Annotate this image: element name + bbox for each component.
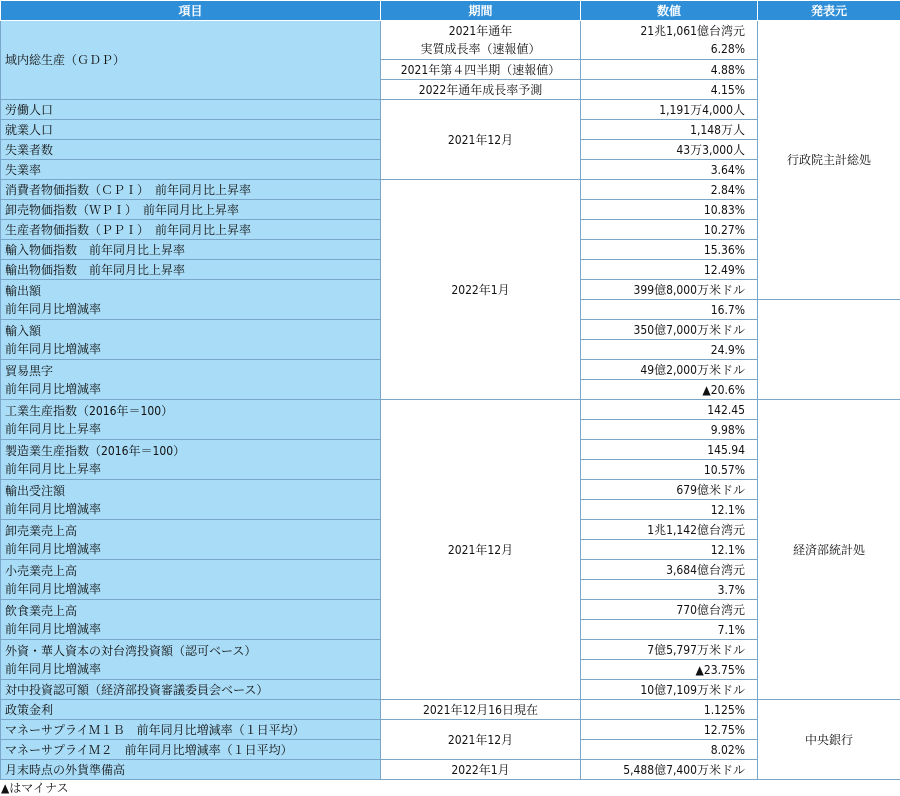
trade-value: ▲20.6% [581,380,758,400]
price-item: 生産者物価指数（ＰＰＩ） 前年同月比上昇率 [1,220,381,240]
labor-item: 労働人口 [1,100,381,120]
header-value: 数値 [581,1,758,21]
trade-value: 399億8,000万米ドル [581,280,758,300]
table-row [1,21,900,60]
econ-value: 10.57% [581,460,758,480]
price-value: 10.83% [581,200,758,220]
econ-value: 12.1% [581,500,758,520]
price-item: 消費者物価指数（ＣＰＩ） 前年同月比上昇率 [1,180,381,200]
price-item: 輸出物価指数 前年同月比上昇率 [1,260,381,280]
econ-period: 2021年12月 [381,400,581,700]
m2-item: マネーサプライＭ２ 前年同月比増減率（１日平均） [1,740,381,760]
econ-item: 製造業生産指数（2016年＝100） 前年同月比上昇率 [1,440,381,480]
econ-value: 9.98% [581,420,758,440]
econ-value: 145.94 [581,440,758,460]
fx-reserve-period: 2022年1月 [381,760,581,780]
footnote: ▲はマイナス [0,780,900,796]
labor-value: 43万3,000人 [581,140,758,160]
table-row [1,400,900,420]
trade-value: 49億2,000万米ドル [581,360,758,380]
gdp-period-forecast: 2022年通年成長率予測 [381,80,581,100]
econ-item: 卸売業売上高 前年同月比増減率 [1,520,381,560]
money-supply-period: 2021年12月 [381,720,581,760]
econ-value: 3,684億台湾元 [581,560,758,580]
gdp-value-q4: 4.88% [581,60,758,80]
table-row [1,700,900,720]
labor-item: 失業者数 [1,140,381,160]
econ-value: 1兆1,142億台湾元 [581,520,758,540]
econ-item: 輸出受注額 前年同月比増減率 [1,480,381,520]
trade-item: 輸出額 前年同月比増減率 [1,280,381,320]
econ-value-china: 10億7,109万米ドル [581,680,758,700]
gdp-value-forecast: 4.15% [581,80,758,100]
header-row [1,1,900,21]
policy-rate-item: 政策金利 [1,700,381,720]
policy-rate-period: 2021年12月16日現在 [381,700,581,720]
price-item: 輸入物価指数 前年同月比上昇率 [1,240,381,260]
price-value: 15.36% [581,240,758,260]
header-publisher: 発表元 [758,1,900,21]
gdp-period-annual: 2021年通年 実質成長率（速報値） [381,21,581,60]
labor-item: 失業率 [1,160,381,180]
econ-value: 7.1% [581,620,758,640]
m2-value: 8.02% [581,740,758,760]
labor-value: 3.64% [581,160,758,180]
econ-value: 3.7% [581,580,758,600]
trade-value: 24.9% [581,340,758,360]
gdp-period-q4: 2021年第４四半期（速報値） [381,60,581,80]
econ-value: ▲23.75% [581,660,758,680]
econ-item: 飲食業売上高 前年同月比増減率 [1,600,381,640]
price-value: 12.49% [581,260,758,280]
econ-item: 工業生産指数（2016年＝100） 前年同月比上昇率 [1,400,381,440]
fx-reserve-value: 5,488億7,400万米ドル [581,760,758,780]
price-item: 卸売物価指数（ＷＰＩ） 前年同月比上昇率 [1,200,381,220]
econ-value: 770億台湾元 [581,600,758,620]
trade-value: 350億7,000万米ドル [581,320,758,340]
m1b-item: マネーサプライＭ１Ｂ 前年同月比増減率（１日平均） [1,720,381,740]
price-value: 10.27% [581,220,758,240]
price-trade-period: 2022年1月 [381,180,581,400]
m1b-value: 12.75% [581,720,758,740]
publisher-dgbas: 行政院主計総処 [758,21,900,300]
econ-value: 12.1% [581,540,758,560]
labor-item: 就業人口 [1,120,381,140]
trade-item: 貿易黒字 前年同月比増減率 [1,360,381,400]
econ-item-china: 対中投資認可額（経済部投資審議委員会ベース） [1,680,381,700]
econ-item: 小売業売上高 前年同月比増減率 [1,560,381,600]
gdp-item: 域内総生産（ＧＤＰ） [1,21,381,100]
labor-value: 1,191万4,000人 [581,100,758,120]
header-item: 項目 [1,1,381,21]
econ-item: 外資・華人資本の対台湾投資額（認可ベース） 前年同月比増減率 [1,640,381,680]
trade-value: 16.7% [581,300,758,320]
trade-item: 輸入額 前年同月比増減率 [1,320,381,360]
policy-rate-value: 1.125% [581,700,758,720]
price-value: 2.84% [581,180,758,200]
publisher-moea: 経済部統計処 [758,400,900,700]
header-period: 期間 [381,1,581,21]
labor-value: 1,148万人 [581,120,758,140]
fx-reserve-item: 月末時点の外貨準備高 [1,760,381,780]
econ-value: 679億米ドル [581,480,758,500]
publisher-cbc: 中央銀行 [758,700,900,780]
labor-period: 2021年12月 [381,100,581,180]
econ-value: 7億5,797万米ドル [581,640,758,660]
econ-value: 142.45 [581,400,758,420]
gdp-value-annual: 21兆1,061億台湾元 6.28% [581,21,758,60]
